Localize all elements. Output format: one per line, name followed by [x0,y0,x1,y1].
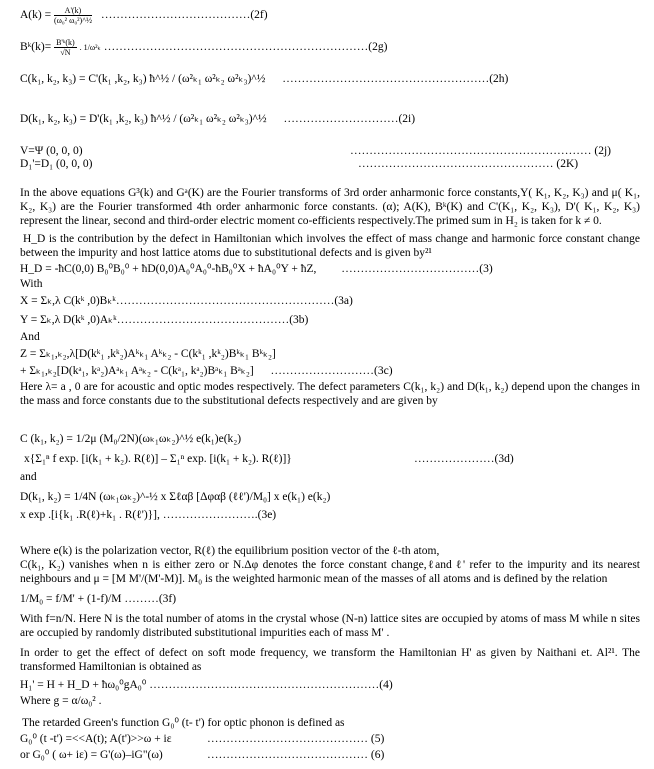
eq-lhs: A(k) = [20,9,54,22]
eq-dots: …………………………(2i) [283,113,416,125]
eq-dots: ………………………………(3) [341,263,493,275]
equation-2f [20,6,268,25]
equation-3b: Y = Σₖ,λ D(kᵏ ,0)Aₖᵏ………………………………………(3b) [20,314,309,326]
with-label: With [20,278,43,290]
frac-numerator: B'ᵏ(k) [56,38,75,47]
equation-4: H₁' = H + H_D + ħω₀⁰gA₀⁰ ……………………………………………………(4) [20,679,393,691]
eq-tail: . 1/ω²ₖ [79,43,101,53]
eq-text: H_D = -ħC(0,0) B₀⁰B₀⁰ + ħD(0,0)A₀⁰A₀⁰-ħB₀⁰X + ħA₀⁰Y + ħZ, [20,263,317,275]
eq-dots-2j: ……………………………………………………… (2j) [350,145,611,157]
eq-dots: ……………………………………………………………(2g) [103,41,388,54]
equation-2k [20,157,92,171]
eq-dots: ………………………(3c) [270,365,393,377]
frac-denominator: (ω₀² ω₀²)^½ [53,16,92,25]
and-label: And [20,331,40,343]
eq-dots: ………………………………………………(2h) [282,73,509,85]
equation-3c-line1: Z = Σₖ₁,ₖ₂,λ[D(kᵏ₁ ,kᵏ₂)Aᵏₖ₁ Aᵏₖ₂ - C(kᵏ₁ ,kᵏ₂)Bᵏₖ₁ Bᵏₖ₂] [20,348,276,360]
equation-3d-dots: …………………(3d) [414,453,514,465]
frac-denominator: √N [60,48,71,57]
equation-6: or G₀⁰ ( ω+ iε) = G'(ω)–iG"(ω) [20,749,163,761]
and-label-2: and [20,471,37,483]
paragraph-vanishes: C(k₁, K₂) vanishes when n is either zero or N.Δφ denotes the force constant change,ℓand ℓ' refer to the impurity and its nearest neighbours and μ = [M M'/(M'-M)]. M₀ is the weighted harmonic mean of the masses of all atoms and is defined by the relation [20,559,640,585]
paragraph-fourier: In the above equations G³(k) and Gᵃ(K) are the Fourier transforms of 3rd order anharmonic force constants,Y( K₁, K₂, K₃) and μ( K₁, K₂, K₃) are the Fourier transformed 4th order anharmonic force constants. (α); A(K), Bᵏ(K) and C'(K₁, K₂, K₃), D'( K₁, K₂, K₃) represent the linear, second and third-order electric moment co-efficients respectively.The primed sum in H₂ is taken for k ≠ 0. [20,187,640,227]
eq-text: + Σₖ₁,ₖ₂[D(kᵃ₁, kᵃ₂)Aᵃₖ₁ Aᵃₖ₂ - C(kᵃ₁, kᵃ₂)Bᵃₖ₁ Bᵃₖ₂] [20,365,254,377]
eq-text: V=Ψ (0, 0, 0) [20,145,83,157]
equation-3c-line2 [20,364,393,378]
equation-5: G₀⁰ (t -t') =<<A(t); A(t')>>ω + iε [20,733,172,745]
equation-3a: X = Σₖ,λ C(kᵏ ,0)Bₖᵏ…………………………………………………(3a) [20,295,353,307]
eq-text: D₁'=D₁ (0, 0, 0) [20,158,93,170]
equation-2h [20,72,508,86]
paragraph-greens-function: The retarded Green's function G₀⁰ (t- t') for optic phonon is defined as [22,717,345,729]
paragraph-defect-params: Here λ= a , 0 are for acoustic and optic modes respectively. The defect parameters C(k₁, k₂) and D(k₁, k₂) depend upon the changes in the mass and force constants due to the substitutional defects respectively and are given by [20,381,640,407]
eq-dots-2k: …………………………………………… (2K) [358,158,579,170]
equation-3e-line1: D(k₁, k₂) = 1/4N (ωₖ₁ωₖ₂)^-½ x Σℓαβ [Δφαβ (ℓℓ')/M₀] x e(k₁) e(k₂) [20,491,331,503]
eq-dots: …………………………………(2f) [100,9,268,22]
equation-3d-line2: x{Σ₁ⁿ f exp. [i(k₁ + k₂). R(ℓ)] – Σ₁ⁿ exp. [i(k₁ + k₂). R(ℓ)]} [24,453,292,465]
paragraph-transform: In order to get the effect of defect on soft mode frequency, we transform the Hamiltonian H' as given by Naithani et. Al²¹. The transformed Hamiltonian is obtained as [20,647,640,673]
eq-text: C(k₁, k₂, k₃) = C'(k₁ ,k₂, k₃) ħ^½ / (ω²ₖ₁ ω²ₖ₂ ω²ₖ₃)^½ [20,73,266,85]
equation-3e-line2: x exp .[i{k₁ .R(ℓ)+k₁ . R(ℓ')}], …………………….(3e) [20,509,277,521]
eq-text: D(k₁, k₂, k₃) = D'(k₁ ,k₂, k₃) ħ^½ / (ω²ₖ₁ ω²ₖ₂ ω²ₖ₃)^½ [20,113,267,125]
equation-5-dots: …………………………………… (5) [207,733,385,745]
paragraph-polarization: Where e(k) is the polarization vector, R(ℓ) the equilibrium position vector of the ℓ-th atom, [20,545,440,557]
eq-lhs: Bᵏ(k)= [20,41,55,54]
equation-2j [20,144,83,158]
frac-numerator: A'(k) [54,6,92,16]
equation-3f: 1/M₀ = f/M' + (1-f)/M ………(3f) [20,593,177,605]
equation-2i [20,112,415,126]
equation-6-dots: …………………………………… (6) [207,749,385,761]
paragraph-fraction: With f=n/N. Here N is the total number of atoms in the crystal whose (N-n) lattice sites are occupied by atoms of mass M while n sites are occupied by randomly distributed substitutional impurities each of mass M' . [20,613,640,639]
where-g: Where g = α/ω₀² . [20,695,102,707]
equation-2g [20,38,387,57]
equation-3d-line1: C (k₁, k₂) = 1/2μ (M₀/2N)(ωₖ₁ωₖ₂)^½ e(k₁)e(k₂) [20,433,242,445]
paragraph-hd: H_D is the contribution by the defect in Hamiltonian which involves the effect of mass change and harmonic force constant change between the impurity and host lattice atoms due to substitutional defects and is given by²¹ [20,233,640,259]
equation-3 [20,262,493,276]
